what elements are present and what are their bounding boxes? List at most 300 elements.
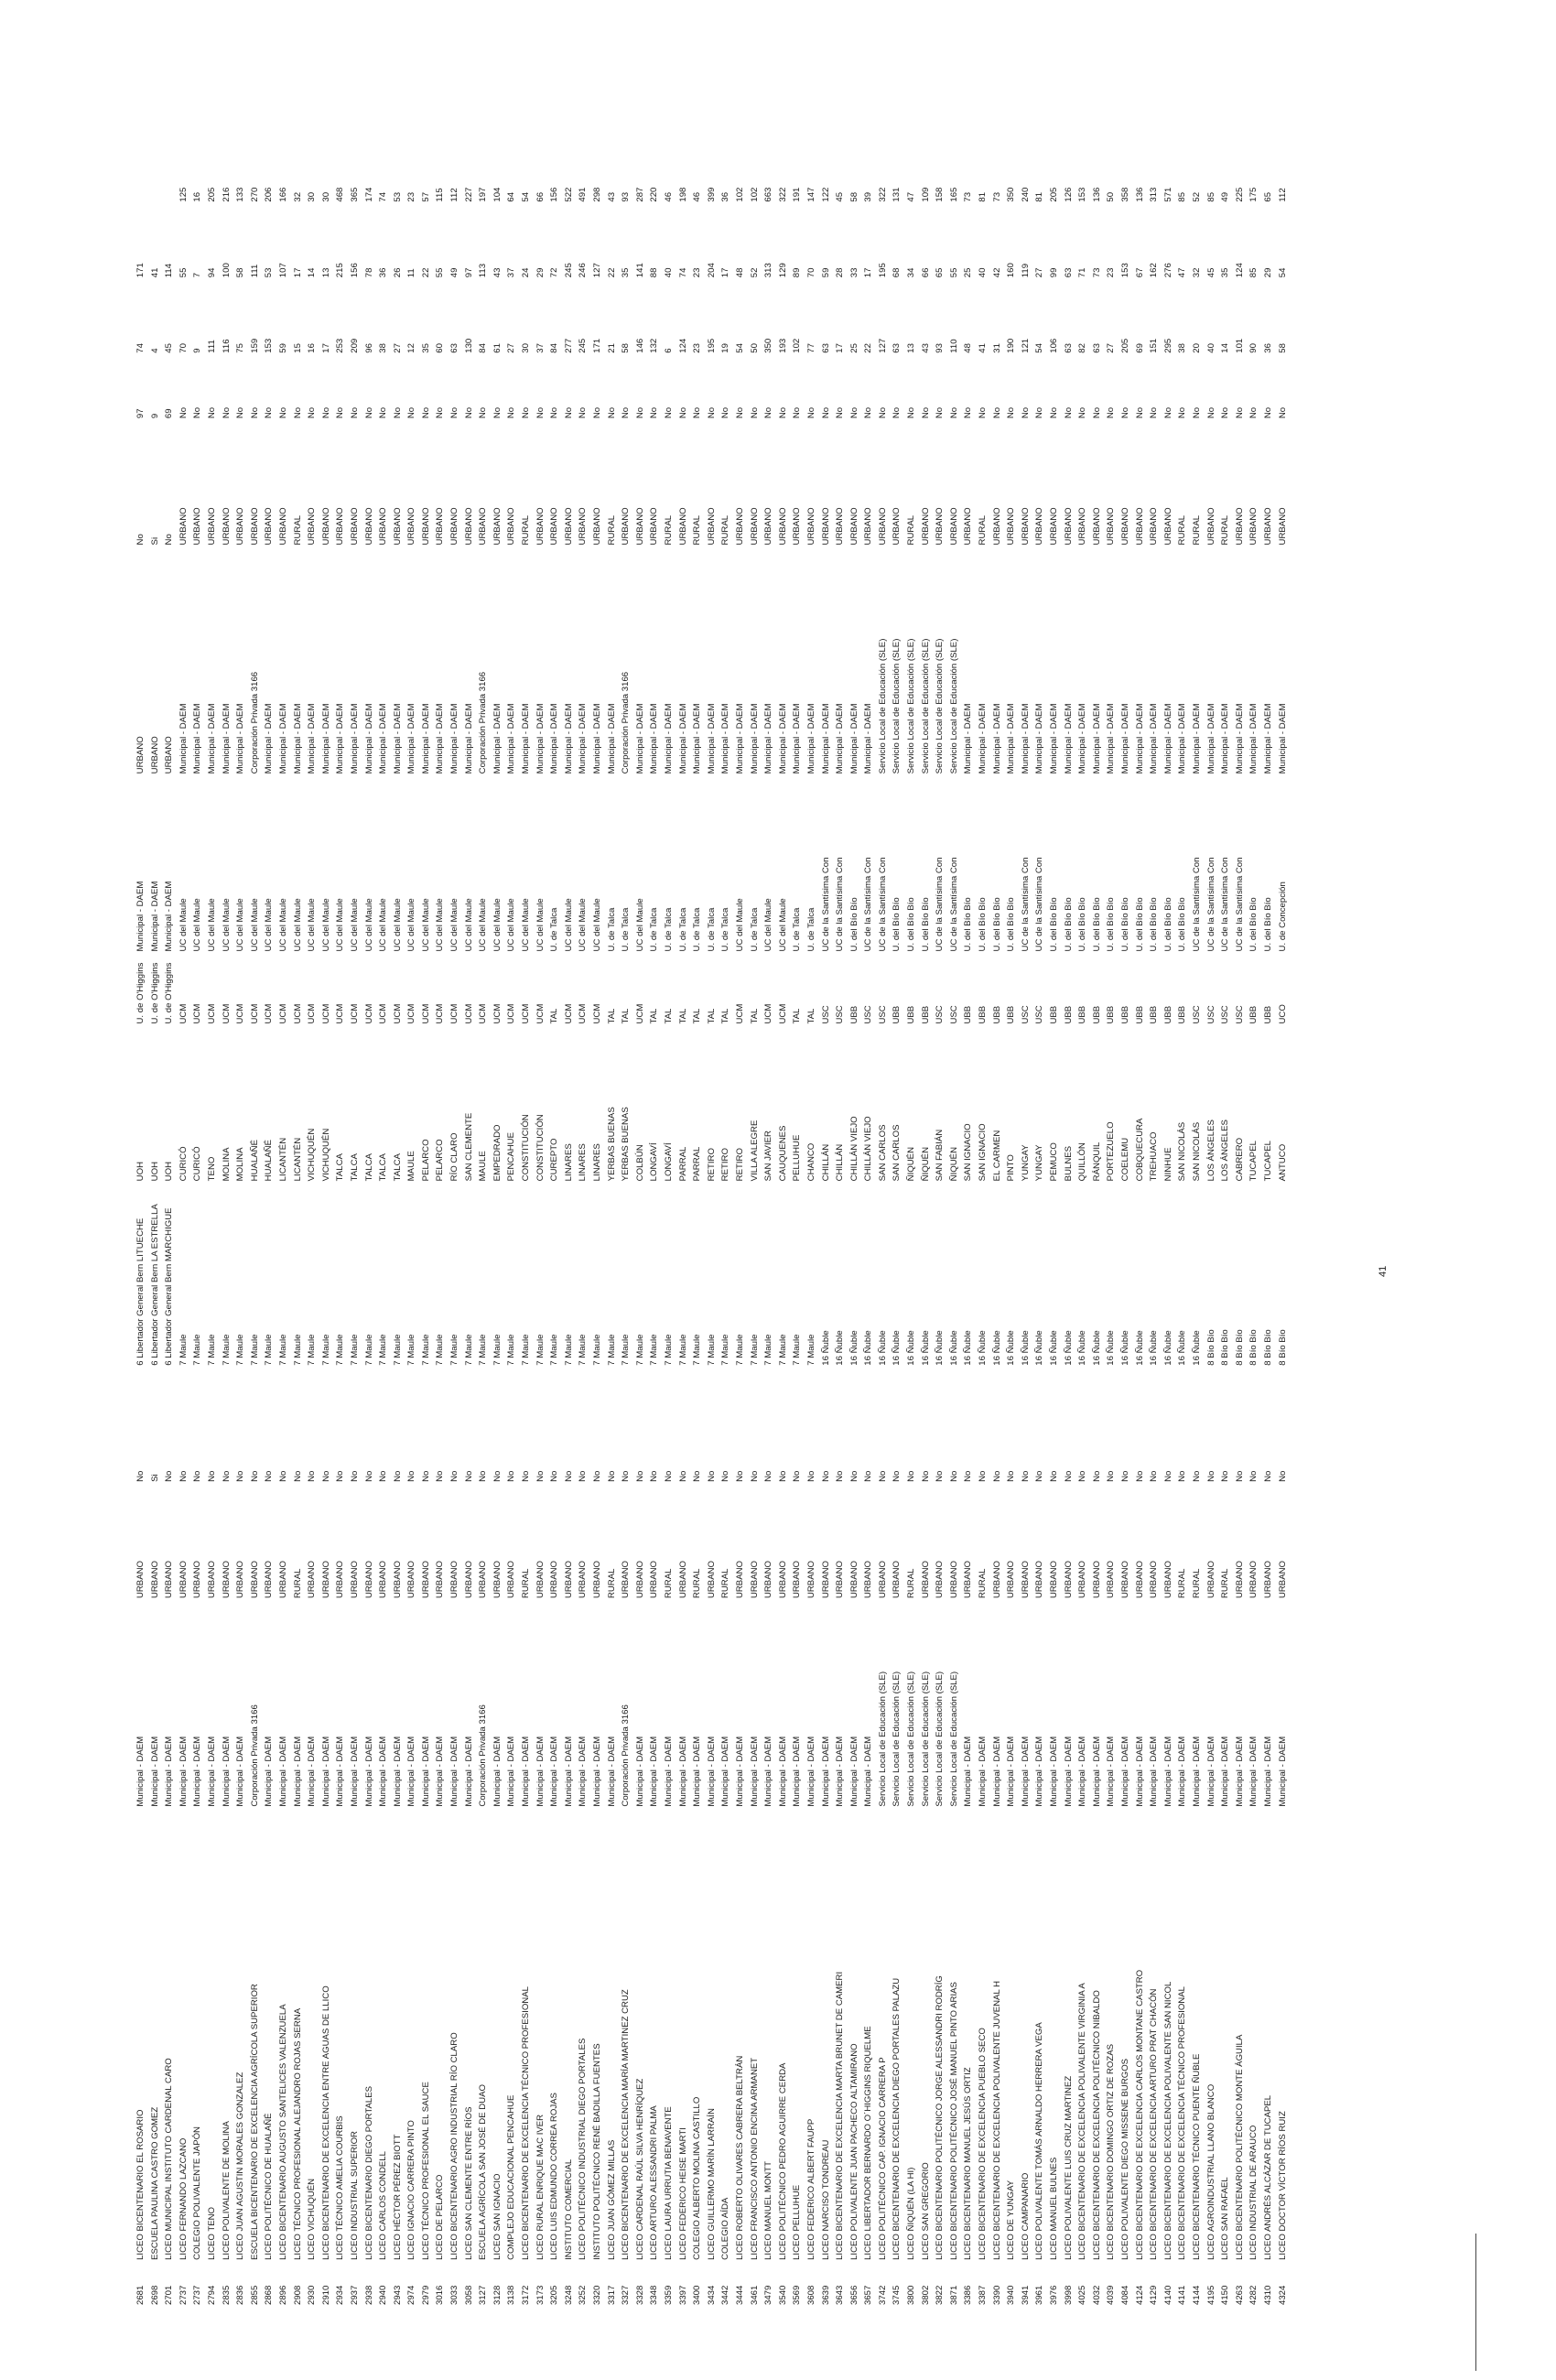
table-cell: Municipal - DAEM [1162,703,1173,774]
table-cell: 58 [621,343,632,353]
table-cell: URBANO [549,1561,560,1599]
table-cell: URBANO [249,507,260,546]
table-cell: U. del Bío Bío [1049,897,1059,952]
table-cell: 16 Ñuble [1106,1330,1117,1366]
table-row [990,128,1005,2307]
table-cell: 40 [663,267,674,278]
table-cell: 215 [335,263,346,278]
table-cell: 3822 [935,2285,945,2305]
table-cell: Municipal - DAEM [1205,703,1216,774]
table-cell: 3400 [692,2285,703,2305]
table-cell: RURAL [692,514,703,546]
table-cell: URBANO [335,1561,346,1599]
table-cell: URBANO [863,1561,874,1599]
table-cell: LICEO FEDERICO ALBERT FAUPP [805,2118,816,2260]
table-cell: No [991,406,1002,419]
table-row [134,128,148,2307]
table-cell: No [135,534,146,546]
table-cell: URBANO [1205,1561,1216,1599]
table-row [947,128,962,2307]
table-row [576,128,590,2307]
table-cell: 270 [249,187,260,202]
table-cell: CHILLÁN [835,1143,846,1182]
table-cell: U. del Bío Bío [1091,897,1102,952]
table-cell: TALCA [378,1153,389,1182]
table-cell: URBANO [848,507,859,546]
table-cell: 240 [1020,187,1031,202]
table-cell: 131 [891,187,902,202]
table-cell: UC del Maule [535,898,546,952]
table-cell: 43 [920,343,931,353]
table-cell: No [406,1470,417,1482]
table-cell: URBANO [1091,1561,1102,1599]
table-cell: QUILLÓN [1077,1142,1088,1182]
table-cell: 29 [535,267,546,278]
table-cell: RURAL [1191,1568,1202,1599]
table-row [319,128,334,2307]
table-row [177,128,191,2307]
table-cell: Servicio Local de Educación (SLE) [891,638,902,774]
table-cell: No [549,1470,560,1482]
table-cell: URBANO [264,507,275,546]
table-cell: Municipal - DAEM [991,1736,1002,1807]
table-cell: URBANO [1119,507,1130,546]
table-cell: LICEO LIBERTADOR BERNARDO O´HIGGINS RIQUELME [863,2026,874,2260]
table-cell: No [292,1470,303,1482]
table-cell: U. del Bío Bío [1077,897,1088,952]
table-cell: URBANO [420,1561,431,1599]
table-cell: URBANO [349,507,360,546]
table-cell: UC del Maule [335,898,346,952]
table-cell: 16 Ñuble [1063,1330,1074,1366]
table-cell: UBB [963,1005,974,1024]
table-cell: 7 Maule [606,1334,617,1366]
table-cell: No [264,406,275,419]
table-cell: Municipal - DAEM [734,703,745,774]
table-cell: No [749,406,760,419]
table-cell: Municipal - DAEM [492,1736,502,1807]
table-cell: 7 Maule [805,1334,816,1366]
table-cell: 159 [249,338,260,353]
table-row [534,128,548,2307]
table-cell: CHANCO [805,1142,816,1182]
table-cell: URBANO [1049,507,1059,546]
table-cell: USC [935,1005,945,1024]
table-row [519,128,534,2307]
table-cell: SAN CARLOS [891,1124,902,1182]
table-cell: Municipal - DAEM [1049,1736,1059,1807]
table-cell: U. de Talca [805,907,816,952]
table-cell: Corporación Privada 3166 [621,671,632,774]
table-cell: No [1248,1470,1259,1482]
table-cell: No [1034,406,1045,419]
table-cell: TAL [549,1008,560,1024]
table-cell: 30 [307,191,318,202]
table-row [1233,128,1248,2307]
table-cell: UBB [1177,1005,1188,1024]
table-cell: 136 [1134,187,1145,202]
table-cell: No [948,1470,959,1482]
table-cell: URBANO [549,507,560,546]
table-cell: URBANO [805,1561,816,1599]
table-cell: YUNGAY [1034,1144,1045,1182]
table-cell: Municipal - DAEM [863,1736,874,1807]
table-cell: Municipal - DAEM [563,1736,574,1807]
table-cell: 7 Maule [478,1334,489,1366]
table-cell: 16 Ñuble [1006,1330,1017,1366]
table-cell: 3656 [848,2285,859,2305]
table-cell: LONGAVÍ [649,1142,660,1182]
table-row [291,128,306,2307]
table-cell: 4032 [1091,2285,1102,2305]
table-cell: UBB [1091,1005,1102,1024]
table-row [433,128,448,2307]
table-cell: UC del Maule [235,898,246,952]
table-cell: No [1262,1470,1273,1482]
table-cell: URBANO [1234,507,1245,546]
table-cell: URBANO [777,1561,788,1599]
table-cell: No [535,406,546,419]
table-cell: URBANO [863,507,874,546]
table-cell: URBANO [463,1561,474,1599]
table-cell: 74 [677,267,688,278]
table-cell: UCM [420,1003,431,1024]
table-cell: No [1262,406,1273,419]
table-cell: No [492,1470,502,1482]
table-cell: Municipal - DAEM [734,1736,745,1807]
table-cell: LICEO BICENTENARIO DE EXCELENCIA PUEBLO SECO [978,2028,989,2260]
table-cell: URBANO [706,507,717,546]
table-cell: 245 [578,338,589,353]
table-cell: RETIRO [706,1148,717,1182]
table-cell: 3802 [920,2285,931,2305]
table-cell: URBANO [820,507,831,546]
table-cell: No [677,406,688,419]
table-cell: No [549,406,560,419]
table-cell: URBANO [1149,507,1160,546]
table-cell: No [506,1470,517,1482]
table-cell: LICEO TÉCNICO AMELIA COURBIS [335,2115,346,2260]
table-cell: Municipal - DAEM [1191,703,1202,774]
table-cell: 16 Ñuble [835,1330,846,1366]
table-cell: U. de Talca [677,907,688,952]
table-cell: URBANO [435,507,446,546]
table-row [1175,128,1190,2307]
table-cell: UC del Maule [492,898,502,952]
table-cell: 2934 [335,2285,346,2305]
table-cell: UCM [349,1003,360,1024]
table-cell: LICEO LUIS EDMUNDO CORREA ROJAS [549,2093,560,2260]
table-cell: 3248 [563,2285,574,2305]
table-cell: No [521,1470,532,1482]
table-cell: URBANO [749,507,760,546]
table-cell: No [777,1470,788,1482]
table-cell: UC del Maule [320,898,331,952]
table-cell: Municipal - DAEM [706,1736,717,1807]
table-cell: LICEO BICENTENARIO POLITÉCNICO JORGE ALESSANDRI RODRÍG [935,1975,945,2260]
table-row [1205,128,1219,2307]
table-cell: Municipal - DAEM [292,703,303,774]
table-cell: Municipal - DAEM [221,703,232,774]
table-cell: 54 [734,343,745,353]
table-cell: LICEO CARDENAL RAÚL SILVA HENRÍQUEZ [634,2078,645,2260]
table-cell: 8 Bío Bío [1234,1329,1245,1366]
table-cell: Municipal - DAEM [720,703,731,774]
table-cell: No [420,1470,431,1482]
table-cell: URBANO [820,1561,831,1599]
table-cell: Municipal - DAEM [235,1736,246,1807]
table-cell: RETIRO [734,1148,745,1182]
table-cell: URBANO [935,507,945,546]
table-cell: RURAL [978,1568,989,1599]
table-cell: 7 Maule [392,1334,403,1366]
table-cell: 58 [848,191,859,202]
table-cell: Municipal - DAEM [549,703,560,774]
table-cell: No [606,406,617,419]
table-cell: Municipal - DAEM [1277,1736,1288,1807]
table-cell: 4129 [1149,2285,1160,2305]
table-cell: LONGAVÍ [663,1142,674,1182]
table-cell: LICEO BICENTENARIO TÉCNICO PUENTE ÑUBLE [1191,2053,1202,2260]
table-cell: 3348 [649,2285,660,2305]
table-cell: URBANO [649,1561,660,1599]
table-cell: LICEO BICENTENARIO DE EXCELENCIA DIEGO PORTALES PALAZU [891,1977,902,2260]
table-cell: 174 [363,187,374,202]
table-cell: Municipal - DAEM [1034,1736,1045,1807]
table-cell: Municipal - DAEM [1234,703,1245,774]
table-cell: LICEO BICENTENARIO DE EXCELENCIA POLIVALENTE VIRGINIA A [1077,1983,1088,2260]
table-cell: No [221,1470,232,1482]
table-row [1190,128,1205,2307]
table-cell: 82 [1077,343,1088,353]
table-cell: URBANO [307,1561,318,1599]
table-cell: No [192,1470,203,1482]
table-cell: Municipal - DAEM [135,881,146,952]
table-cell: 197 [478,187,489,202]
table-cell: TAL [720,1008,731,1024]
table-cell: No [1006,406,1017,419]
table-cell: No [378,1470,389,1482]
table-cell: 7 Maule [178,1334,189,1366]
table-cell: Municipal - DAEM [178,703,189,774]
table-cell: Corporación Privada 3166 [621,1704,632,1807]
table-cell: LICEO DE YUNGAY [1006,2180,1017,2260]
table-row [748,128,762,2307]
table-cell: Municipal - DAEM [1248,1736,1259,1807]
table-cell: 7 Maule [264,1334,275,1366]
table-cell: 3397 [677,2285,688,2305]
table-row [1247,128,1261,2307]
table-cell: 3386 [963,2285,974,2305]
table-cell: UCM [492,1003,502,1024]
table-cell: 277 [563,338,574,353]
table-cell: TALCA [392,1153,403,1182]
table-cell: 50 [1106,191,1117,202]
table-cell: No [1034,1470,1045,1482]
table-cell: U. de O'Higgins [149,962,160,1024]
table-cell: TAL [606,1008,617,1024]
table-cell: 246 [578,263,589,278]
table-cell: CAUQUENES [777,1125,788,1182]
table-cell: 358 [1119,187,1130,202]
table-cell: 158 [935,187,945,202]
table-cell: URBANO [249,1561,260,1599]
table-cell: 65 [1262,191,1273,202]
table-cell: COMPLEJO EDUCACIONAL PENCAHUE [506,2094,517,2260]
table-cell: UCM [392,1003,403,1024]
table-cell: URBANO [1248,507,1259,546]
table-cell: 19 [720,343,731,353]
table-cell: URBANO [506,507,517,546]
table-cell: 16 Ñuble [1191,1330,1202,1366]
table-cell: No [706,406,717,419]
table-cell: 3643 [835,2285,846,2305]
table-cell: LICEO SAN RAFAEL [1220,2177,1231,2260]
table-cell: 195 [877,263,888,278]
table-cell: Municipal - DAEM [392,703,403,774]
table-cell: 16 Ñuble [1134,1330,1145,1366]
table-cell: LICEO MANUEL MONTT [763,2161,774,2260]
table-cell: No [349,1470,360,1482]
table-cell: UCO [1277,1004,1288,1024]
table-cell: 7 Maule [720,1334,731,1366]
table-row [605,128,620,2307]
table-cell: URBANO [264,1561,275,1599]
table-cell: No [978,406,989,419]
table-cell: URBANO [135,736,146,774]
table-cell: No [1248,406,1259,419]
table-cell: 4144 [1191,2285,1202,2305]
table-cell: URBANO [307,507,318,546]
table-cell: VICHUQUÉN [307,1128,318,1182]
table-cell: 153 [1119,263,1130,278]
table-cell: 100 [221,263,232,278]
table-cell: URBANO [1106,507,1117,546]
table-cell: 59 [277,343,288,353]
table-cell: 73 [991,191,1002,202]
table-cell: No [1234,406,1245,419]
table-cell: LICEO AGROINDUSTRIAL LLANO BLANCO [1205,2083,1216,2260]
table-cell: Municipal - DAEM [1220,1736,1231,1807]
table-cell: 7 Maule [749,1334,760,1366]
table-cell: PELARCO [420,1139,431,1182]
table-cell: 27 [506,343,517,353]
table-cell: 3940 [1006,2285,1017,2305]
table-cell: 74 [135,343,146,353]
table-cell: No [1063,406,1074,419]
table-cell: UCM [307,1003,318,1024]
table-row [476,128,491,2307]
table-cell: No [1134,1470,1145,1482]
table-cell: 34 [906,267,917,278]
table-cell: No [320,1470,331,1482]
table-cell: 3127 [478,2285,489,2305]
table-cell: 4025 [1077,2285,1088,2305]
table-cell: Municipal - DAEM [805,703,816,774]
table-cell: 16 Ñuble [991,1330,1002,1366]
table-cell: Municipal - DAEM [634,703,645,774]
table-cell: 16 Ñuble [1020,1330,1031,1366]
table-cell: 35 [1220,267,1231,278]
table-cell: 57 [420,191,431,202]
table-cell: LICEO INDUSTRIAL SUPERIOR [349,2131,360,2260]
table-cell: URBANO [535,1561,546,1599]
table-cell: URBANO [1034,1561,1045,1599]
table-cell: 3317 [606,2285,617,2305]
table-cell: UCM [592,1003,602,1024]
table-cell: URBANO [563,1561,574,1599]
table-row [462,128,477,2307]
table-cell: RURAL [663,514,674,546]
table-cell: Municipal - DAEM [592,703,602,774]
table-cell: No [178,1470,189,1482]
table-cell: 25 [848,343,859,353]
table-cell: URBANO [492,1561,502,1599]
table-cell: Municipal - DAEM [1034,703,1045,774]
table-cell: 23 [406,191,417,202]
table-cell: 89 [792,267,803,278]
table-cell: 63 [1091,343,1102,353]
table-cell: 287 [634,187,645,202]
table-row [1218,128,1233,2307]
table-cell: LICEO POLITÉCNICO CAP. IGNACIO CARRERA P [877,2057,888,2260]
table-cell: 102 [734,187,745,202]
table-cell: TAL [663,1008,674,1024]
table-cell: 23 [692,267,703,278]
table-cell: 48 [963,343,974,353]
table-cell: URBANO [206,1561,217,1599]
table-cell: 7 Maule [463,1334,474,1366]
table-cell: UC del Maule [563,898,574,952]
table-cell: URBANO [192,507,203,546]
table-cell: 253 [335,338,346,353]
table-cell: 190 [1006,338,1017,353]
table-row [933,128,947,2307]
table-cell: Municipal - DAEM [1262,1736,1273,1807]
table-cell: LICEO BICENTENARIO MANUEL JESÚS ORTIZ [963,2067,974,2260]
table-cell: No [621,1470,632,1482]
table-cell: TAL [805,1008,816,1024]
table-cell: 129 [777,263,788,278]
table-cell: 522 [563,187,574,202]
table-cell: No [1220,406,1231,419]
table-cell: No [135,1470,146,1482]
table-cell: Municipal - DAEM [792,703,803,774]
table-row [1276,128,1291,2307]
table-cell: 276 [1162,263,1173,278]
table-cell: 156 [549,187,560,202]
table-cell: Municipal - DAEM [978,703,989,774]
table-cell: 16 Ñuble [1049,1330,1059,1366]
table-cell: 2974 [406,2285,417,2305]
table-cell: 53 [264,267,275,278]
table-cell: Municipal - DAEM [991,703,1002,774]
table-cell: 2896 [277,2285,288,2305]
table-cell: Servicio Local de Educación (SLE) [877,1671,888,1807]
table-row [1075,128,1090,2307]
table-cell: No [906,1470,917,1482]
table-cell: URBANO [1034,507,1045,546]
table-cell: LICEO BICENTENARIO DE EXCELENCIA POLIVALENTE JUVENAL H [991,1980,1002,2260]
table-cell: 16 [307,343,318,353]
table-cell: Municipal - DAEM [420,703,431,774]
table-cell: 193 [777,338,788,353]
table-cell: CABRERO [1234,1137,1245,1182]
table-cell: Municipal - DAEM [292,1736,303,1807]
table-cell: 63 [891,343,902,353]
table-cell: 245 [563,263,574,278]
table-row [919,128,934,2307]
